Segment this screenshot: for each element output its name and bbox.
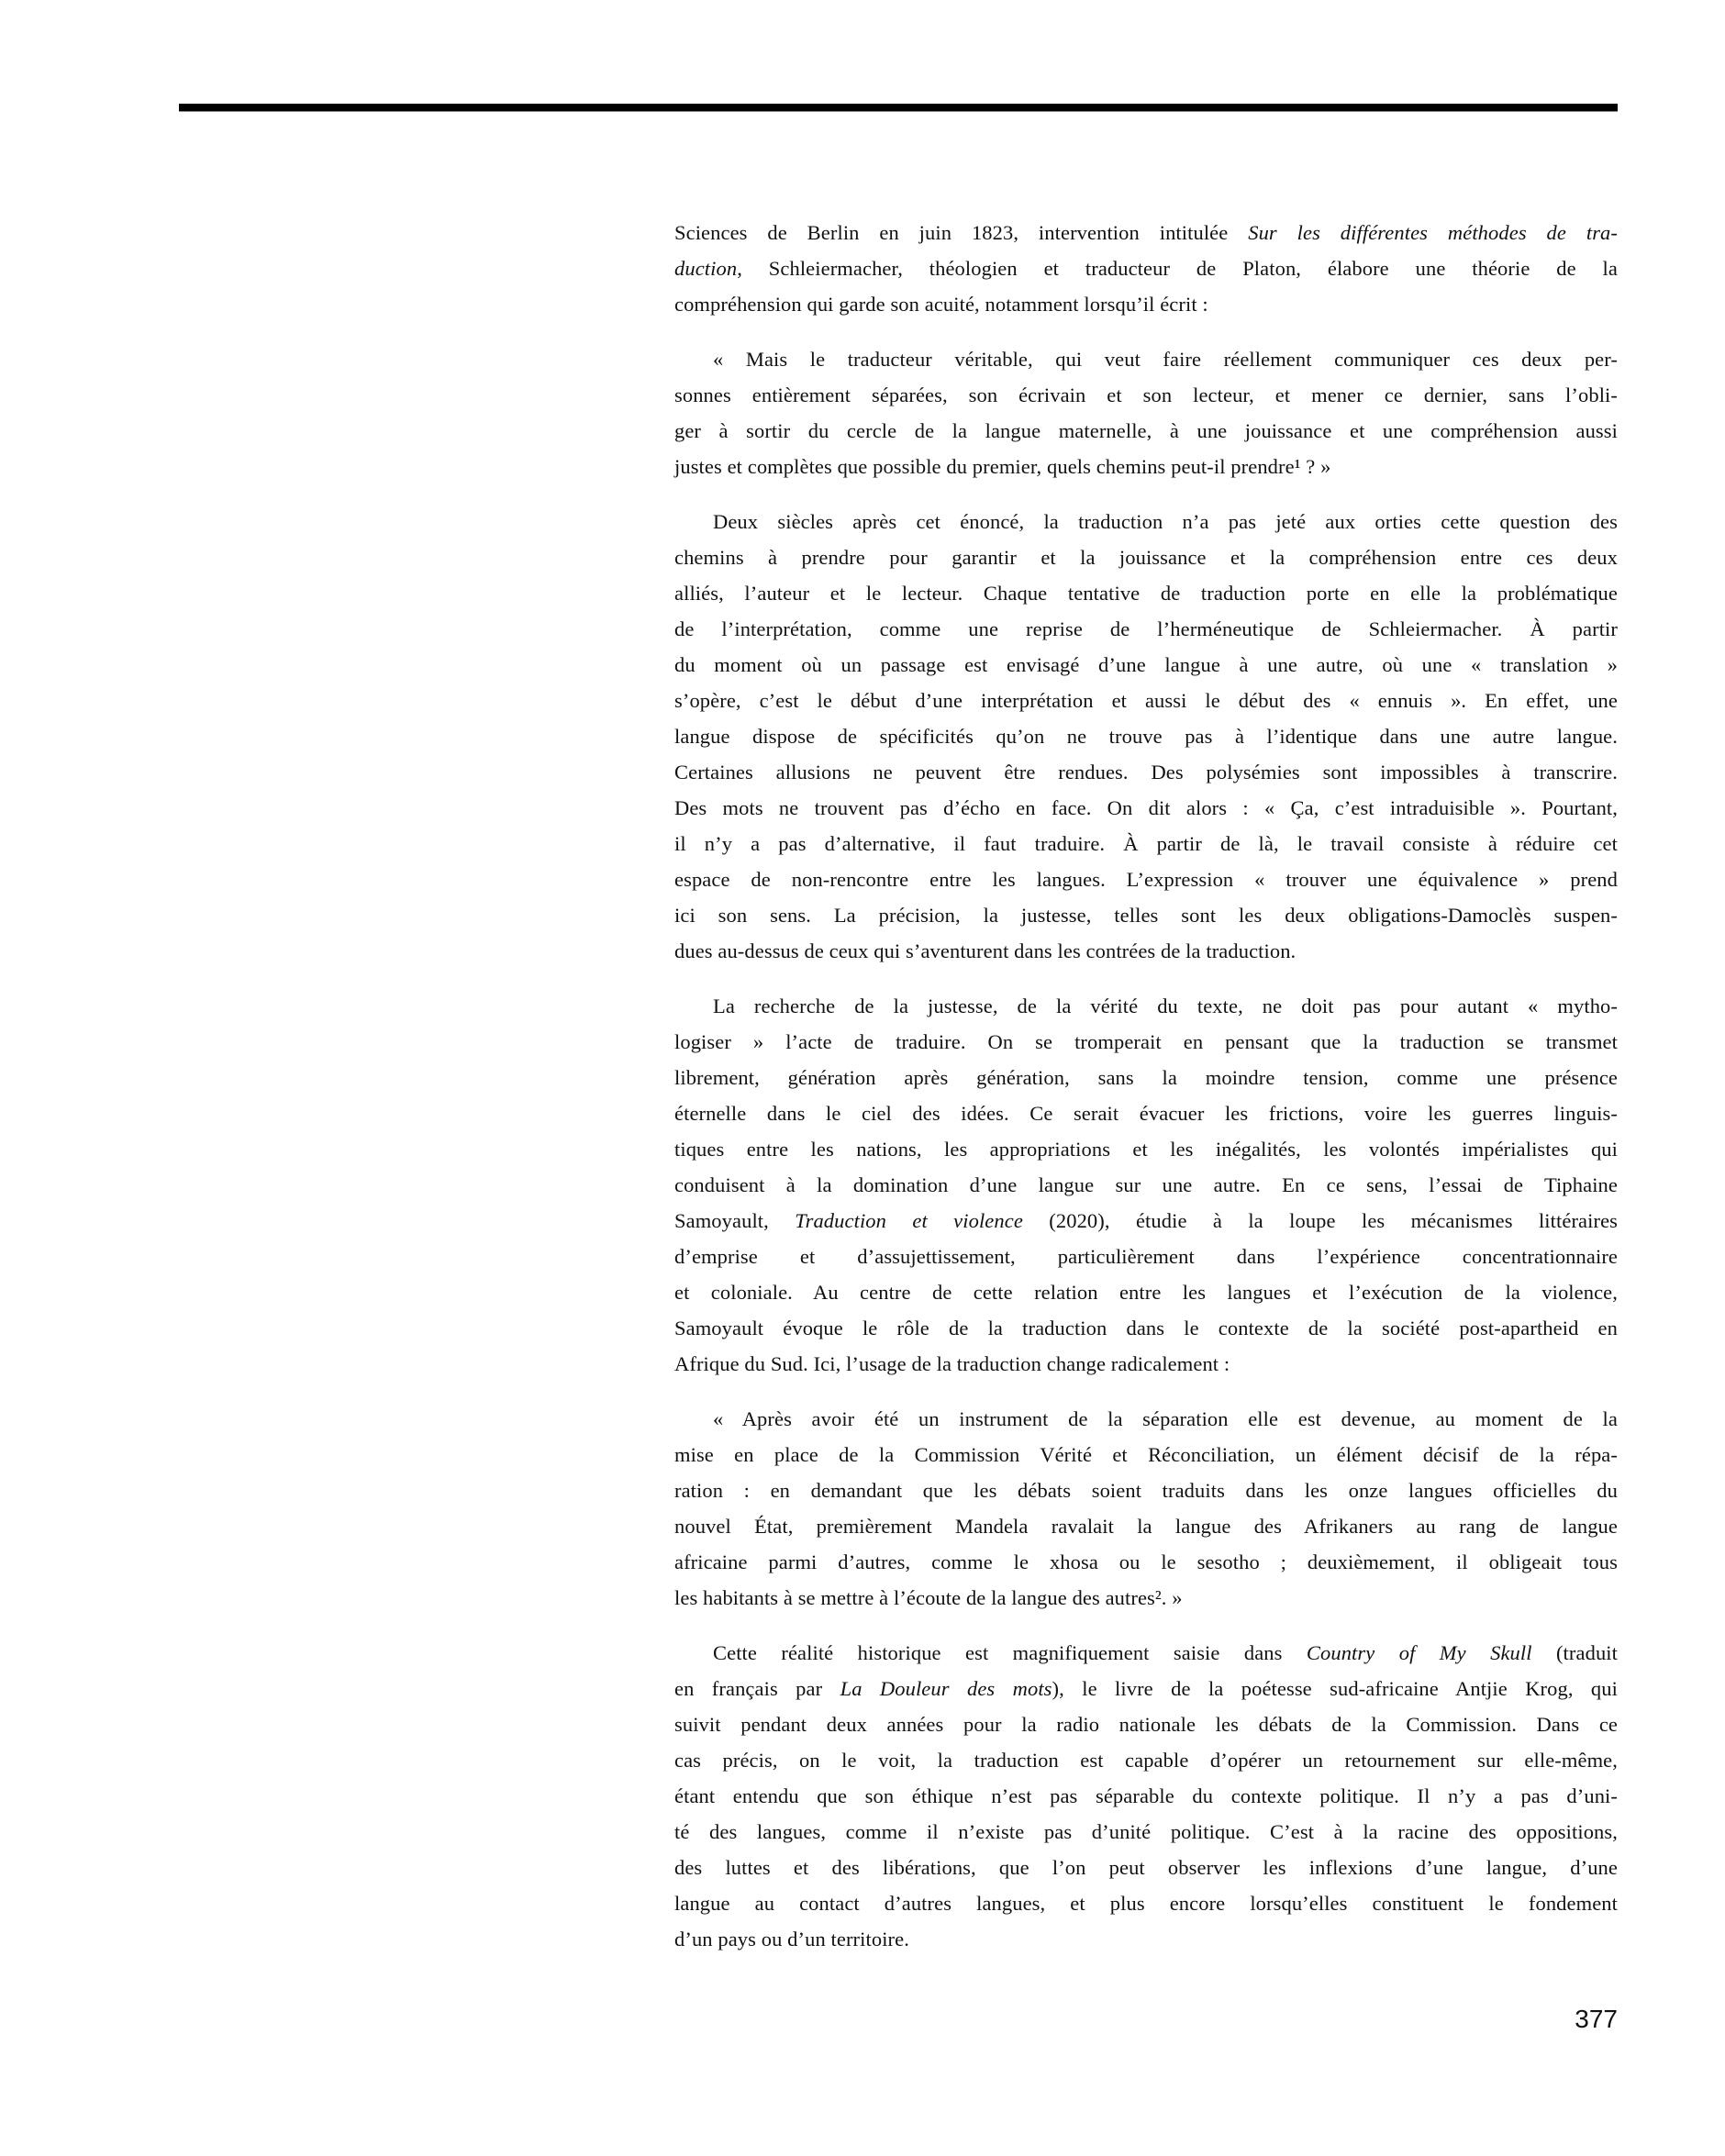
text-line: Samoyault, Traduction et violence (2020), étudie à la loupe les mécanismes littéraires xyxy=(674,1209,1619,1232)
text-line: logiser » l’acte de traduire. On se tromperait en pensant que la traduction se transmet xyxy=(674,1030,1618,1053)
text-line: ration : en demandant que les débats soient traduits dans les onze langues officielles du xyxy=(674,1479,1618,1502)
text-line: les habitants à se mettre à l’écoute de la langue des autres². » xyxy=(674,1586,1183,1609)
text-line: espace de non-rencontre entre les langues. L’expression « trouver une équivalence » prend xyxy=(674,868,1618,891)
text-line: il n’y a pas d’alternative, il faut traduire. À partir de là, le travail consiste à réduire cet xyxy=(674,832,1618,855)
text-line: Afrique du Sud. Ici, l’usage de la traduction change radicalement : xyxy=(674,1352,1230,1375)
text-line: suivit pendant deux années pour la radio nationale les débats de la Commission. Dans ce xyxy=(674,1713,1618,1736)
text-column xyxy=(674,215,1618,1957)
text-line: d’emprise et d’assujettissement, particulièrement dans l’expérience concentrationnaire xyxy=(674,1245,1618,1268)
header-rule xyxy=(179,104,1618,112)
text-line: « Après avoir été un instrument de la séparation elle est devenue, au moment de la xyxy=(713,1407,1618,1430)
text-line: « Mais le traducteur véritable, qui veut faire réellement communiquer ces deux per- xyxy=(713,348,1618,371)
text-line: cas précis, on le voit, la traduction est capable d’opérer un retournement sur elle-même, xyxy=(674,1749,1618,1772)
text-line: Cette réalité historique est magnifiquement saisie dans Country of My Skull (traduit xyxy=(713,1641,1618,1664)
body-paragraph xyxy=(674,215,1618,322)
text-line: Des mots ne trouvent pas d’écho en face. On dit alors : « Ça, c’est intraduisible ». Pourtant, xyxy=(674,796,1618,819)
page-number: 377 xyxy=(1575,2005,1618,2033)
text-line: Samoyault évoque le rôle de la traduction dans le contexte de la société post-apartheid en xyxy=(674,1317,1618,1339)
text-line: Sciences de Berlin en juin 1823, intervention intitulée Sur les différentes méthodes de tra- xyxy=(674,221,1618,244)
text-line: té des langues, comme il n’existe pas d’unité politique. C’est à la racine des oppositions, xyxy=(674,1820,1618,1843)
text-line: ger à sortir du cercle de la langue maternelle, à une jouissance et une compréhension aussi xyxy=(674,419,1618,442)
text-line: compréhension qui garde son acuité, notamment lorsqu’il écrit : xyxy=(674,293,1208,316)
text-line: Certaines allusions ne peuvent être rendues. Des polysémies sont impossibles à transcrire. xyxy=(674,761,1618,783)
text-line: africaine parmi d’autres, comme le xhosa ou le sesotho ; deuxièmement, il obligeait tous xyxy=(674,1550,1618,1573)
text-line: alliés, l’auteur et le lecteur. Chaque tentative de traduction porte en elle la problématique xyxy=(674,582,1618,605)
text-line: en français par La Douleur des mots), le livre de la poétesse sud-africaine Antjie Krog, qui xyxy=(674,1677,1618,1700)
body-paragraph xyxy=(674,988,1618,1382)
text-line: éternelle dans le ciel des idées. Ce serait évacuer les frictions, voire les guerres linguis- xyxy=(674,1102,1618,1125)
body-paragraph xyxy=(674,1635,1618,1957)
text-line: langue au contact d’autres langues, et plus encore lorsqu’elles constituent le fondement xyxy=(674,1892,1618,1915)
text-line: La recherche de la justesse, de la vérité du texte, ne doit pas pour autant « mytho- xyxy=(713,995,1618,1017)
text-line: d’un pays ou d’un territoire. xyxy=(674,1928,909,1950)
text-line: dues au-dessus de ceux qui s’aventurent dans les contrées de la traduction. xyxy=(674,939,1297,962)
text-line: mise en place de la Commission Vérité et Réconciliation, un élément décisif de la répa- xyxy=(674,1443,1618,1466)
text-line: conduisent à la domination d’une langue sur une autre. En ce sens, l’essai de Tiphaine xyxy=(674,1173,1618,1196)
text-line: sonnes entièrement séparées, son écrivain et son lecteur, et mener ce dernier, sans l’obli- xyxy=(674,383,1618,406)
text-line: librement, génération après génération, sans la moindre tension, comme une présence xyxy=(674,1066,1618,1089)
text-line: s’opère, c’est le début d’une interprétation et aussi le début des « ennuis ». En effet, une xyxy=(674,689,1618,712)
body-paragraph xyxy=(674,504,1618,969)
text-line: langue dispose de spécificités qu’on ne trouve pas à l’identique dans une autre langue. xyxy=(674,725,1618,748)
text-line: Deux siècles après cet énoncé, la traduction n’a pas jeté aux orties cette question des xyxy=(713,510,1618,533)
text-line: ici son sens. La précision, la justesse, telles sont les deux obligations-Damoclès suspen- xyxy=(674,904,1618,927)
text-line: étant entendu que son éthique n’est pas séparable du contexte politique. Il n’y a pas d’uni- xyxy=(674,1784,1618,1807)
text-line: du moment où un passage est envisagé d’une langue à une autre, où une « translation » xyxy=(674,653,1618,676)
text-line: duction, Schleiermacher, théologien et traducteur de Platon, élabore une théorie de la xyxy=(674,257,1618,280)
text-line: nouvel État, premièrement Mandela ravalait la langue des Afrikaners au rang de langue xyxy=(674,1515,1618,1538)
text-line: tiques entre les nations, les appropriations et les inégalités, les volontés impérialistes qui xyxy=(674,1138,1618,1161)
text-line: et coloniale. Au centre de cette relation entre les langues et l’exécution de la violence, xyxy=(674,1281,1618,1304)
text-line: justes et complètes que possible du premier, quels chemins peut-il prendre¹ ? » xyxy=(674,455,1331,478)
blockquote-paragraph xyxy=(674,1401,1618,1616)
text-line: des luttes et des libérations, que l’on peut observer les inflexions d’une langue, d’une xyxy=(674,1856,1618,1879)
text-line: de l’interprétation, comme une reprise de l’herméneutique de Schleiermacher. À partir xyxy=(674,617,1618,640)
text-line: chemins à prendre pour garantir et la jouissance et la compréhension entre ces deux xyxy=(674,546,1618,569)
blockquote-paragraph xyxy=(674,341,1618,484)
